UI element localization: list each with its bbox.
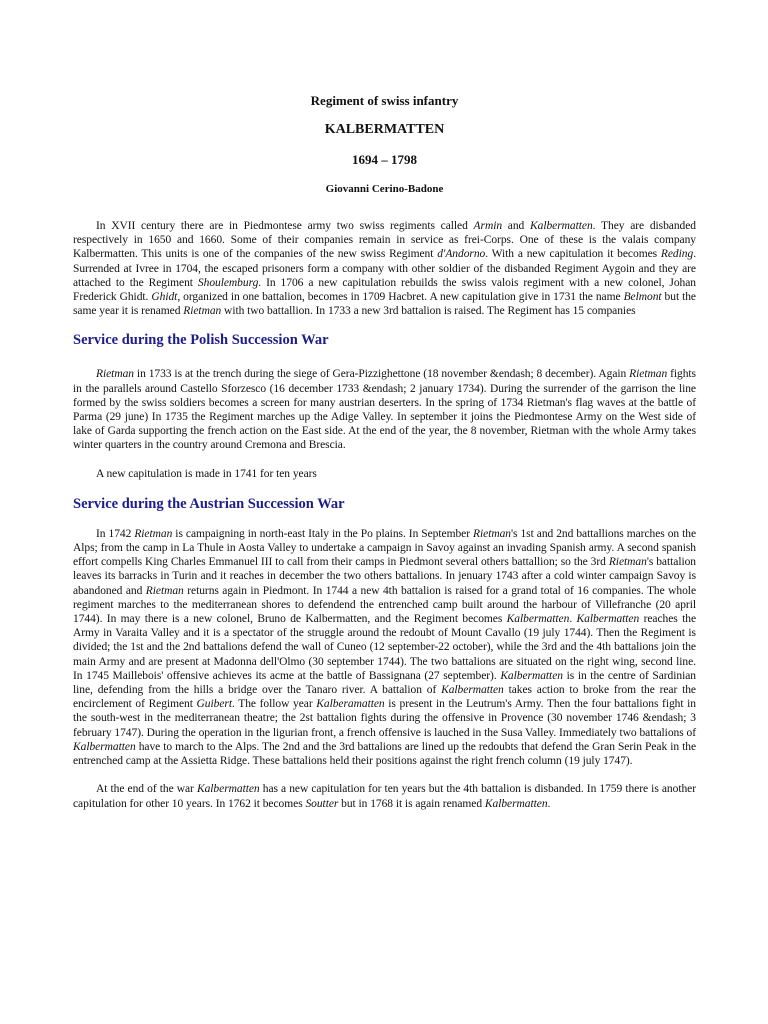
italic-name: Rietman <box>134 527 173 540</box>
text-run: . <box>547 797 551 810</box>
italic-name: Kalbermatten <box>484 797 548 810</box>
polish-war-paragraph <box>73 367 696 452</box>
text-run: is campaigning in north-east Italy in the Po plains. In September <box>172 527 474 540</box>
text-run: with two battallion. In 1733 a new 3rd battalion is raised. The Regiment has 15 companies <box>221 305 636 318</box>
italic-name: Rietman <box>473 527 512 540</box>
italic-name: Rietman <box>608 556 647 569</box>
text-run: A new capitulation is made in 1741 for ten years <box>96 467 317 480</box>
text-run: In XVII century there are in Piedmontese army two swiss regiments called <box>96 220 474 232</box>
italic-name: Rietman <box>145 584 184 597</box>
italic-name: Kalbermatten <box>500 669 563 682</box>
document-title: Regiment of swiss infantry <box>310 93 459 108</box>
text-run: and <box>502 220 531 232</box>
italic-name: Armin <box>473 220 503 232</box>
text-run: is present in the Leutrum's Army. Then the four battalions fight in the south-west in the mediterranean theatre; the 2st battalion fights during the offensive in Provence (30 november 1746 &endash; 3 february 1747). During the operation in the ligurian front, a french offensive is lauched in the Susa Valley. Immediately two battalions of <box>73 698 697 739</box>
italic-name: Kalbermatten <box>441 684 504 697</box>
italic-name: Reding <box>660 248 694 261</box>
post-war-paragraph <box>73 782 696 810</box>
text-run: . <box>569 613 577 626</box>
text-run: 's battalion leaves its barracks in Turin and it reaches in december the two others battalions. In jenuary 1743 after a cold winter campaign Savoy is abandoned and <box>73 556 697 597</box>
text-run: 's 1st and 2nd battallions marches on the Alps; from the camp in La Thule in Aosta Valley to undertake a campaign in Savoy against an invading Spanish army. A second spanish effort compells King Charles Emmanuel III to call from their camps in Piedmont several others battallion; so the 3rd <box>73 527 697 569</box>
text-run: , organized in one battalion, becomes in 1709 Hacbret. A new capitulation give in 1731 the name <box>177 291 624 304</box>
italic-name: Guibert <box>196 698 232 711</box>
text-run: returns again in Piedmont. In 1744 a new 4th battalion is raised for a grand total of 16 companies. The whole regiment marches to the mediterranean shores to defendend the entrenched camp built around the harbour of Villefranche (20 april 1744). In may there is a new colonel, Bruno de Kalbermatten, and the Regiment becomes <box>73 584 697 626</box>
document-author: Giovanni Cerino-Badone <box>325 183 444 195</box>
italic-name: Soutter <box>305 797 339 810</box>
text-run: . They are disbanded respectively in 1650 and 1660. Some of their companies remain in service as frei-Corps. One of these is the valais company Kalbermatten. This units is one of the companies of the new swiss Regiment <box>73 220 697 261</box>
text-run: . Surrended at Ivree in 1704, the escaped prisoners form a company with other soldier of the disbanded Regiment Aygoin and they are attached to the Regiment <box>73 248 697 289</box>
italic-name: Ghidt <box>151 291 178 304</box>
italic-name: Kalbermatten <box>530 220 593 232</box>
italic-name: Rietman <box>629 368 668 381</box>
text-run: In 1742 <box>96 527 135 540</box>
austrian-war-paragraph <box>73 527 696 768</box>
text-run: . With a new capitulation it becomes <box>485 248 661 261</box>
italic-name: Kalberamatten <box>316 698 385 711</box>
italic-name: Kalbermatten <box>73 740 136 753</box>
document-header <box>73 0 696 196</box>
text-run: reaches the Army in Varaita Valley and it is a spectator of the struggle around the redoubt of Mount Cavallo (19 july 1744). Then the Regiment is divided; the 1st and the 2nd battalions defend the wall of Cuneo (12 september-22 october), while the 3rd and the 4th battalions join the main Army and are present at Madonna dell'Olmo (30 september 1744). The two battalions are situated on the right wing, second line. In 1745 Maillebois' offensive achieves its acme at the battle of Bassignana (27 september). <box>73 613 697 682</box>
italic-name: Rietman <box>183 305 222 318</box>
italic-name: Rietman <box>96 368 134 381</box>
italic-name: d'Andorno <box>437 248 486 261</box>
regiment-name: KALBERMATTEN <box>324 122 445 137</box>
capitulation-1741-paragraph <box>73 467 696 481</box>
text-run: in 1733 is at the trench during the siege of Gera-Pizzighettone (18 november &endash; 8 december). Again <box>133 368 630 381</box>
italic-name: Kalbermatten <box>196 783 260 796</box>
polish-war-heading: Service during the Polish Succession War <box>73 332 329 349</box>
text-run: has a new capitulation for ten years but the 4th battalion is disbanded. In 1759 there is another capitulation for other 10 years. In 1762 it becomes <box>73 783 697 810</box>
text-run: takes action to broke from the rear the encirclement of Regiment <box>73 684 696 711</box>
italic-name: Belmont <box>623 291 662 304</box>
intro-paragraph <box>73 219 696 318</box>
text-run: . The follow year <box>231 698 317 711</box>
italic-name: Shoulemburg <box>197 276 259 289</box>
text-run: have to march to the Alps. The 2nd and the 3rd battalions are lined up the redoubts that defend the Gran Serin Peak in the entrenched camp at the Assietta Ridge. These battalions held their positions against the right french column (19 july 1747). <box>73 740 696 768</box>
text-run: At the end of the war <box>96 783 197 796</box>
italic-name: Kalbermatten <box>576 613 640 626</box>
text-run: is in the centre of Sardinian line, defending from the hills a bridge over the Tanaro river. A battalion of <box>73 669 696 697</box>
text-run: but the same year it is renamed <box>73 291 696 318</box>
austrian-war-heading: Service during the Austrian Succession War <box>73 495 345 512</box>
regiment-years: 1694 – 1798 <box>352 152 417 167</box>
text-run: but in 1768 it is again renamed <box>338 797 485 810</box>
text-run: . In 1706 a new capitulation rebuilds the swiss valois regiment with a new colonel, Johan Frederick Ghidt. <box>73 276 696 304</box>
italic-name: Kalbermatten <box>506 613 570 626</box>
text-run: fights in the parallels around Castello Sforzesco (16 december 1733 &endash; 2 january 1734). During the surrender of the garrison the line formed by the swiss soldiers becomes a screen for many austrian deserters. In the spring of 1734 Rietman's flag waves at the battle of Parma (29 june) In 1735 the Regiment marches up the Adige Valley. In september it joins the Piedmontese Army on the West side of lake of Garda supporting the french action on the East side. At the end of the year, the 8 november, Rietman with the whole Army takes winter quarters in the country around Cremona and Brescia. <box>73 368 696 452</box>
